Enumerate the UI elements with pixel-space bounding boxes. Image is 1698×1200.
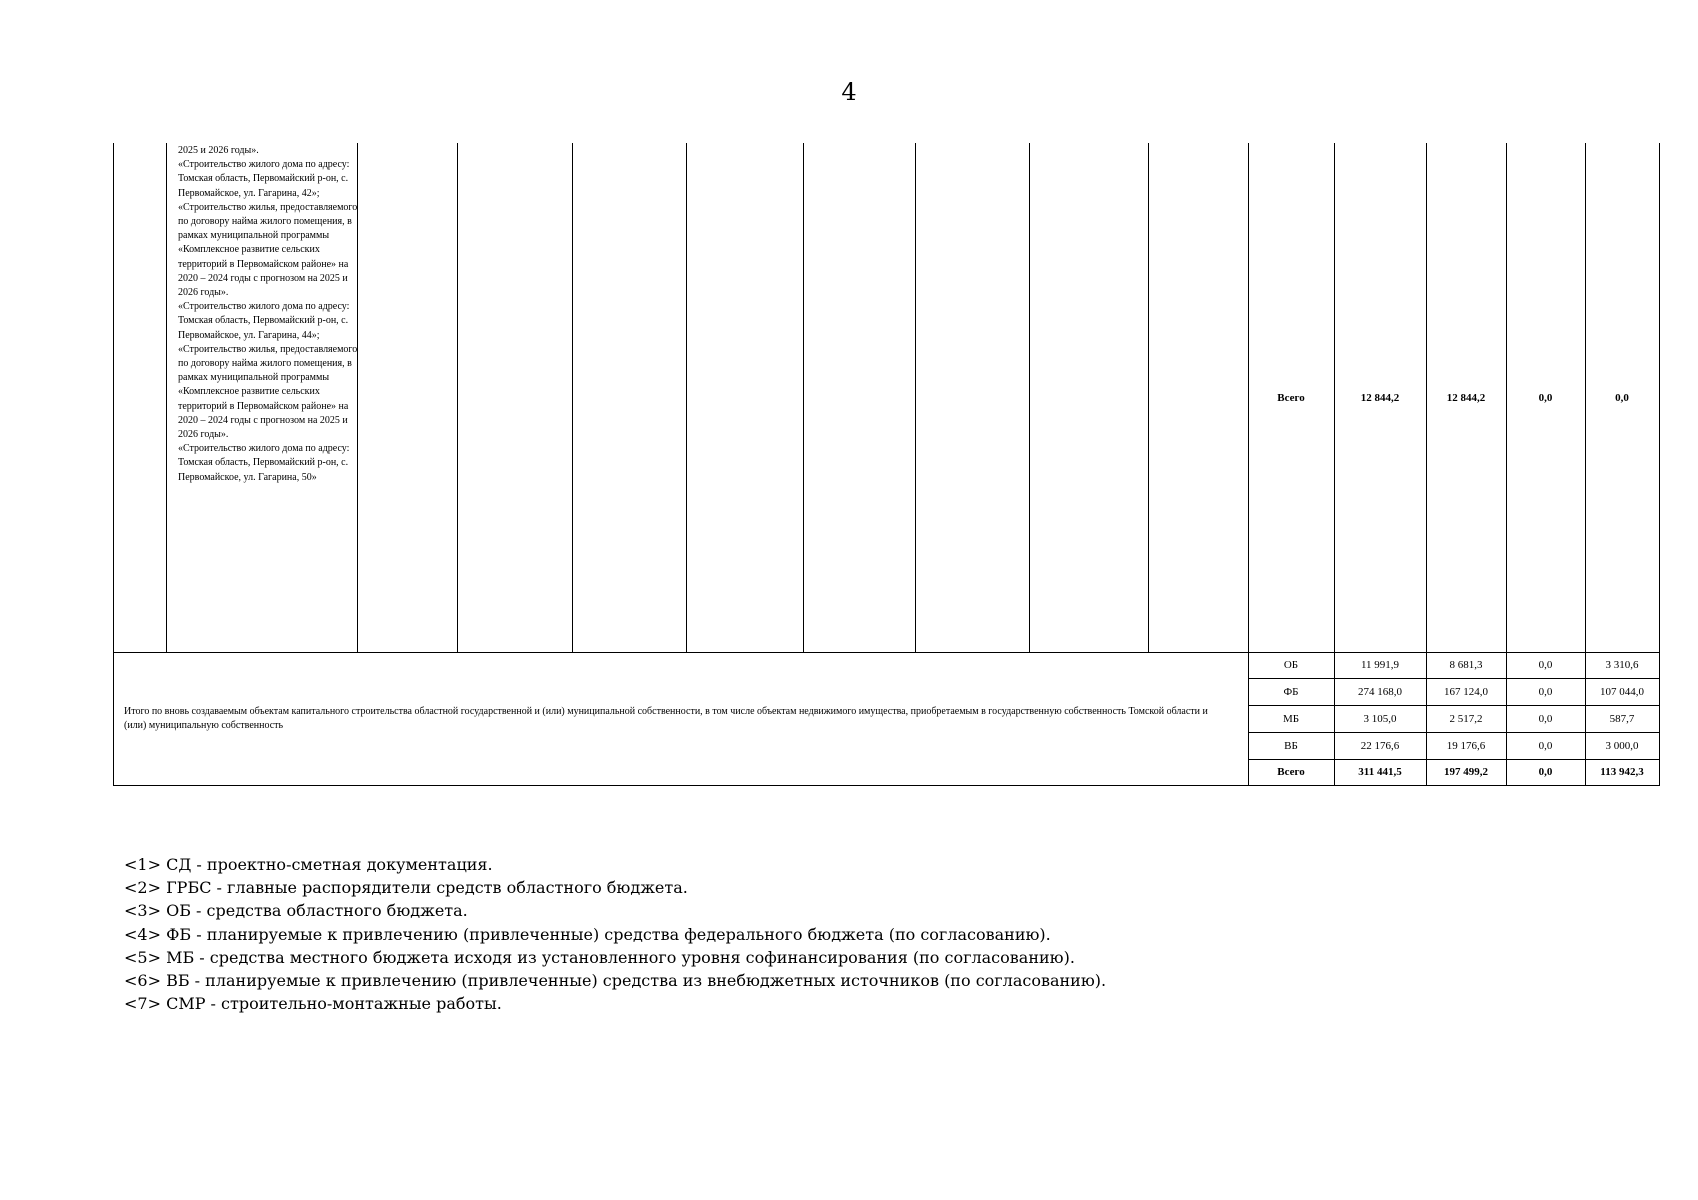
total-row-value: 0,0 <box>1538 685 1553 698</box>
table-border <box>915 143 916 652</box>
total-row-value: 3 000,0 <box>1605 739 1639 752</box>
total-row-value: 107 044,0 <box>1600 685 1644 698</box>
object-row-value: 12 844,2 <box>1446 392 1486 404</box>
total-row-value: 311 441,5 <box>1358 766 1402 778</box>
table-border <box>686 143 687 652</box>
total-row-value: 22 176,6 <box>1360 739 1400 752</box>
table-border <box>1029 143 1030 652</box>
footnotes <box>124 853 1106 1015</box>
footnote: <4> ФБ - планируемые к привлечению (привлеченные) средства федерального бюджета (по согласованию). <box>124 924 1051 944</box>
table-border <box>113 143 114 786</box>
object-row-value: 12 844,2 <box>1360 392 1400 404</box>
total-row-value: 11 991,9 <box>1360 659 1400 671</box>
table-border <box>1659 143 1660 786</box>
object-row-value: 0,0 <box>1538 392 1553 404</box>
total-row-value: 0,0 <box>1538 766 1553 778</box>
object-row-value: 0,0 <box>1615 392 1629 404</box>
total-label: Итого по вновь создаваемым объектам капитального строительства областной государственной и (или) муниципальной собственности, в том числе объектам недвижимого имущества, приобретаемым в государственную собственность Томской области и (или) муниципальную собственность <box>124 706 1208 731</box>
total-row-source: Всего <box>1277 766 1305 778</box>
total-row-value: 587,7 <box>1609 712 1635 725</box>
total-row-value: 274 168,0 <box>1358 685 1402 698</box>
total-row-value: 3 310,6 <box>1605 659 1639 671</box>
footnote: <6> ВБ - планируемые к привлечению (привлеченные) средства из внебюджетных источников (по согласованию). <box>124 971 1107 991</box>
total-row-source: ФБ <box>1283 685 1299 698</box>
total-row-value: 8 681,3 <box>1449 659 1483 671</box>
total-row-value: 0,0 <box>1538 739 1553 752</box>
total-row-value: 19 176,6 <box>1446 739 1486 752</box>
table-border <box>166 143 167 652</box>
total-row-value: 2 517,2 <box>1449 712 1483 725</box>
total-row-value: 0,0 <box>1538 659 1553 671</box>
object-description: 2025 и 2026 годы». «Строительство жилого дома по адресу: Томская область, Первомайский р-он, с. Первомайское, ул. Гагарина, 42»; «Строительство жилья, предоставляемого по договору найма жилого помещения, в рамках муниципальной программы «Комплексное развитие сельских территорий в Первомайском районе» на 2020 – 2024 годы с прогнозом на 2025 и 2026 годы». «Строительство жилого дома по адресу: Томская область, Первомайский р-он, с. Первомайское, ул. Гагарина, 44»; «Строительство жилья, предоставляемого по договору найма жилого помещения, в рамках муниципальной программы «Комплексное развитие сельских территорий в Первомайском районе» на 2020 – 2024 годы с прогнозом на 2025 и 2026 годы». «Строительство жилого дома по адресу: Томская область, Первомайский р-он, с. Первомайское, ул. Гагарина, 50» <box>178 145 358 483</box>
total-row-value: 113 942,3 <box>1600 766 1644 778</box>
footnote: <5> МБ - средства местного бюджета исходя из установленного уровня софинансирования (по согласованию). <box>124 947 1075 967</box>
total-row-value: 197 499,2 <box>1444 766 1488 778</box>
total-row-source: ВБ <box>1284 739 1298 752</box>
table-border <box>457 143 458 652</box>
total-row-value: 3 105,0 <box>1363 712 1397 725</box>
total-row-source: МБ <box>1282 712 1300 725</box>
table-border <box>803 143 804 652</box>
table-border <box>1148 143 1149 652</box>
footnote: <1> СД - проектно-сметная документация. <box>124 855 493 874</box>
page-number: 4 <box>841 78 857 106</box>
table-border <box>113 785 1659 786</box>
total-row-value: 0,0 <box>1538 712 1553 725</box>
footnote: <7> СМР - строительно-монтажные работы. <box>124 994 502 1014</box>
table-border <box>572 143 573 652</box>
object-row-source: Всего <box>1277 392 1305 404</box>
total-row-source: ОБ <box>1283 659 1299 671</box>
footnote: <2> ГРБС - главные распорядители средств областного бюджета. <box>124 878 688 898</box>
footnote: <3> ОБ - средства областного бюджета. <box>124 901 468 921</box>
total-row-value: 167 124,0 <box>1444 685 1488 698</box>
